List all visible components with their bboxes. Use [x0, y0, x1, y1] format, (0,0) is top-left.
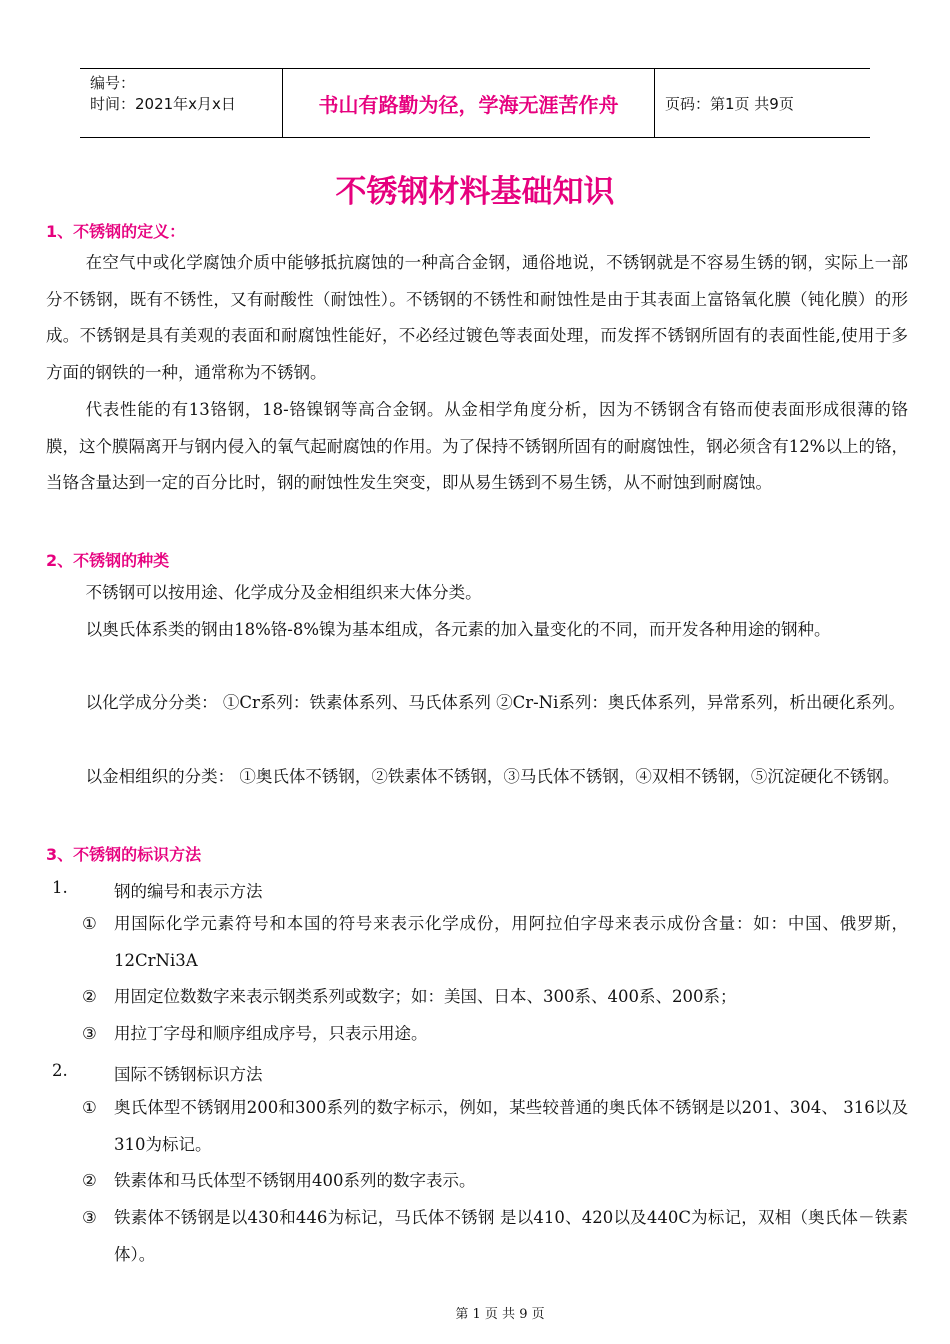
section-2-paragraph-1: 不锈钢可以按用途、化学成分及金相组织来大体分类。 [85, 583, 482, 602]
date-label: 时间：2021年x月x日 [90, 95, 236, 113]
circled-number-2: ② [82, 1171, 97, 1190]
circled-number-1: ① [82, 1098, 97, 1117]
sub-item [82, 979, 908, 1016]
sub-item [82, 1163, 908, 1200]
list-item-2-label: 国际不锈钢标识方法 [114, 1065, 263, 1084]
sub-item-text: 奥氏体型不锈钢用200和300系列的数字标示，例如，某些较普通的奥氏体不锈钢是以201、304、 316以及310为标记。 [114, 1098, 908, 1154]
sub-item [82, 1016, 908, 1053]
header-motto: 书山有路勤为径，学海无涯苦作舟 [282, 69, 655, 137]
page-title: 不锈钢材料基础知识 [335, 174, 615, 210]
sub-item-text: 铁素体不锈钢是以430和446为标记，马氏体不锈钢 是以410、420以及440C为标记，双相（奥氏体－铁素体）。 [114, 1208, 908, 1264]
list-item-1-number: 1. [52, 878, 68, 897]
section-3-heading: 3、不锈钢的标识方法 [46, 845, 202, 864]
circled-number-3: ③ [82, 1208, 97, 1227]
section-1-paragraph-2: 代表性能的有13铬钢，18-铬镍钢等高合金钢。从金相学角度分析，因为不锈钢含有铬而使表面形成很薄的铬膜，这个膜隔离开与钢内侵入的氧气起耐腐蚀的作用。为了保持不锈钢所固有的耐腐蚀性，钢必须含有12%以上的铬，当铬含量达到一定的百分比时，钢的耐蚀性发生突变，即从易生锈到不易生锈，从不耐蚀到耐腐蚀。 [46, 400, 908, 492]
header-page-label: 页码：第1页 共9页 [665, 94, 794, 113]
document-header [80, 68, 870, 138]
sub-item-text: 用国际化学元素符号和本国的符号来表示化学成份，用阿拉伯字母来表示成份含量：如：中国、俄罗斯，12CrNi3A [114, 914, 908, 970]
list-item-2-number: 2. [52, 1061, 68, 1080]
sub-item [82, 906, 908, 979]
sub-item [82, 1090, 908, 1163]
circled-number-3: ③ [82, 1024, 97, 1043]
list-item-1-label: 钢的编号和表示方法 [114, 882, 263, 901]
sub-item-text: 铁素体和马氏体型不锈钢用400系列的数字表示。 [114, 1171, 476, 1190]
section-2-paragraph-4: 以金相组织的分类： ①奥氏体不锈钢，②铁素体不锈钢，③马氏体不锈钢，④双相不锈钢，⑤沉淀硬化不锈钢。 [85, 767, 900, 786]
circled-number-1: ① [82, 914, 97, 933]
section-1-heading: 1、不锈钢的定义： [46, 222, 186, 241]
sub-item-text: 用固定位数数字来表示钢类系列或数字；如：美国、日本、300系、400系、200系； [114, 987, 737, 1006]
sub-item [82, 1200, 908, 1273]
sub-item-text: 用拉丁字母和顺序组成序号，只表示用途。 [114, 1024, 428, 1043]
section-2-paragraph-3: 以化学成分分类： ①Cr系列：铁素体系列、马氏体系列 ②Cr-Ni系列：奥氏体系列，异常系列，析出硬化系列。 [85, 693, 905, 712]
number-label: 编号： [90, 74, 136, 92]
section-1-paragraph-1: 在空气中或化学腐蚀介质中能够抵抗腐蚀的一种高合金钢，通俗地说，不锈钢就是不容易生锈的钢，实际上一部分不锈钢，既有不锈性，又有耐酸性（耐蚀性）。不锈钢的不锈性和耐蚀性是由于其表面上富铬氧化膜（钝化膜）的形成。不锈钢是具有美观的表面和耐腐蚀性能好，不必经过镀色等表面处理，而发挥不锈钢所固有的表面性能,使用于多方面的钢铁的一种，通常称为不锈钢。 [46, 253, 908, 382]
section-2-heading: 2、不锈钢的种类 [46, 551, 170, 570]
header-meta [80, 69, 282, 137]
page-footer: 第 1 页 共 9 页 [455, 1307, 545, 1322]
circled-number-2: ② [82, 987, 97, 1006]
section-2-paragraph-2: 以奥氏体系类的钢由18%铬-8%镍为基本组成，各元素的加入量变化的不同，而开发各种用途的钢种。 [85, 620, 831, 639]
